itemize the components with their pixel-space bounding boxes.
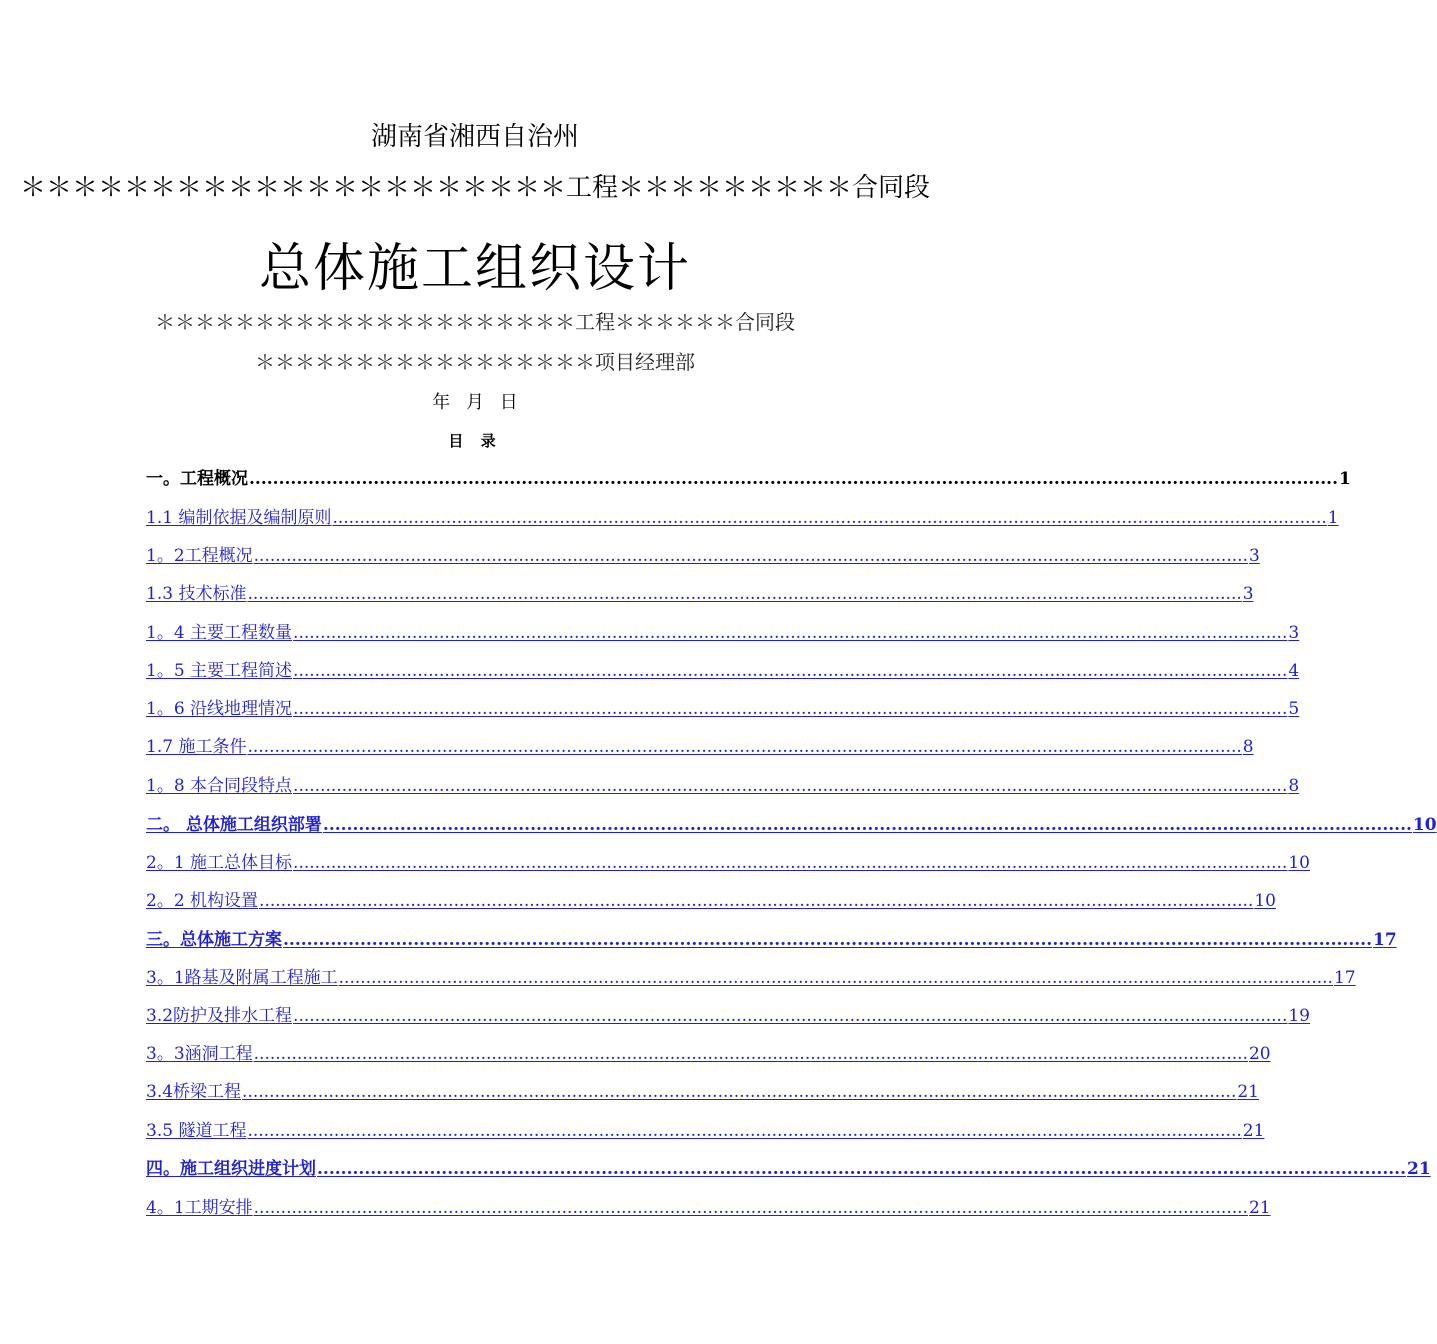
toc-item-label: 1.7 施工条件 <box>146 737 247 757</box>
date-line: 年 月 日 <box>432 392 518 413</box>
toc-item-page: 3 <box>1242 584 1254 604</box>
document-title: 总体施工组织设计 <box>258 239 691 299</box>
toc-item-page: 3 <box>1288 623 1300 643</box>
toc-leader: ........................................................................................................................................................................................ <box>293 853 1288 873</box>
toc-item[interactable] <box>146 963 1356 988</box>
toc-item-page: 10 <box>1412 815 1437 835</box>
toc-item-label: 1。5 主要工程简述 <box>146 661 293 681</box>
toc-item[interactable] <box>146 1116 1265 1141</box>
toc-item-page: 8 <box>1288 776 1300 796</box>
toc-item[interactable] <box>146 541 1260 566</box>
toc-item-page: 21 <box>1242 1121 1265 1141</box>
toc-item-page: 10 <box>1288 853 1310 873</box>
toc-item[interactable] <box>146 732 1254 757</box>
toc-item-label: 一。工程概况 <box>146 469 248 489</box>
toc-item-label: 1。4 主要工程数量 <box>146 623 293 643</box>
toc-item-page: 21 <box>1407 1159 1431 1179</box>
title-region: 湖南省湘西自治州 <box>370 122 579 152</box>
toc-leader: ........................................................................................................................................................................................ <box>249 469 1338 489</box>
toc-item-page: 4 <box>1288 661 1300 681</box>
toc-leader: ........................................................................................................................................................................................ <box>338 968 1333 988</box>
toc-item-label: 3。1路基及附属工程施工 <box>146 968 338 988</box>
toc-heading: 目 录 <box>448 432 502 450</box>
toc-item[interactable] <box>146 1039 1271 1064</box>
toc-item-label: 1。6 沿线地理情况 <box>146 699 293 719</box>
toc-item-page: 17 <box>1373 930 1397 950</box>
toc-item-page: 17 <box>1333 968 1356 988</box>
toc-item[interactable] <box>146 1154 1431 1179</box>
toc-leader: ........................................................................................................................................................................................ <box>259 891 1254 911</box>
subtitle-project: ＊＊＊＊＊＊＊＊＊＊＊＊＊＊＊＊＊＊＊＊＊工程＊＊＊＊＊＊合同段 <box>155 310 795 334</box>
title-project: ＊＊＊＊＊＊＊＊＊＊＊＊＊＊＊＊＊＊＊＊＊工程＊＊＊＊＊＊＊＊＊合同段 <box>19 173 930 203</box>
toc-item[interactable] <box>146 1077 1259 1102</box>
toc-leader: ........................................................................................................................................................................................ <box>283 930 1372 950</box>
toc-item-label: 3。3涵洞工程 <box>146 1044 253 1064</box>
toc-item[interactable] <box>146 771 1300 796</box>
toc-item-page: 19 <box>1288 1006 1310 1026</box>
toc-leader: ........................................................................................................................................................................................ <box>253 546 1248 566</box>
toc-leader: ........................................................................................................................................................................................ <box>247 1121 1242 1141</box>
toc-item[interactable] <box>146 925 1397 950</box>
toc-item-page: 21 <box>1248 1198 1271 1218</box>
toc-item[interactable] <box>146 656 1300 681</box>
toc-leader: ........................................................................................................................................................................................ <box>242 1082 1237 1102</box>
toc-item-label: 2。2 机构设置 <box>146 891 259 911</box>
toc-item-page: 1 <box>1339 469 1351 489</box>
toc-item-label: 1.3 技术标准 <box>146 584 247 604</box>
toc-item[interactable] <box>146 848 1310 873</box>
subtitle-department: ＊＊＊＊＊＊＊＊＊＊＊＊＊＊＊＊＊项目经理部 <box>255 350 695 374</box>
toc-item-label: 二。 总体施工组织部署 <box>146 815 322 835</box>
toc-item-page: 10 <box>1254 891 1276 911</box>
toc-item-label: 3.4桥梁工程 <box>146 1082 242 1102</box>
toc-item[interactable] <box>146 1001 1310 1026</box>
toc-item-label: 2。1 施工总体目标 <box>146 853 293 873</box>
toc-item-label: 3.5 隧道工程 <box>146 1121 247 1141</box>
toc-item-page: 20 <box>1248 1044 1271 1064</box>
toc-leader: ........................................................................................................................................................................................ <box>253 1198 1248 1218</box>
toc-item[interactable] <box>146 886 1276 911</box>
toc-item-page: 3 <box>1248 546 1260 566</box>
toc-leader: ........................................................................................................................................................................................ <box>293 661 1288 681</box>
toc-item-label: 3.2防护及排水工程 <box>146 1006 293 1026</box>
toc-leader: ........................................................................................................................................................................................ <box>293 776 1288 796</box>
toc-item[interactable] <box>146 1193 1271 1218</box>
toc-item[interactable] <box>146 464 1351 489</box>
toc-item[interactable] <box>146 618 1300 643</box>
toc-leader: ........................................................................................................................................................................................ <box>332 508 1327 528</box>
toc-item-label: 1.1 编制依据及编制原则 <box>146 508 332 528</box>
toc-leader: ........................................................................................................................................................................................ <box>253 1044 1248 1064</box>
toc-item[interactable] <box>146 503 1339 528</box>
toc-leader: ........................................................................................................................................................................................ <box>247 584 1242 604</box>
toc-item-page: 21 <box>1237 1082 1259 1102</box>
toc-leader: ........................................................................................................................................................................................ <box>293 623 1288 643</box>
toc-item[interactable] <box>146 810 1437 835</box>
toc-item-page: 1 <box>1327 508 1339 528</box>
toc-leader: ........................................................................................................................................................................................ <box>322 815 1412 835</box>
toc-leader: ........................................................................................................................................................................................ <box>293 1006 1288 1026</box>
toc-item-label: 四。施工组织进度计划 <box>146 1159 316 1179</box>
toc-leader: ........................................................................................................................................................................................ <box>293 699 1288 719</box>
toc-item-label: 4。1工期安排 <box>146 1198 253 1218</box>
toc-item[interactable] <box>146 579 1254 604</box>
toc-item-label: 1。2工程概况 <box>146 546 253 566</box>
toc-item-label: 1。8 本合同段特点 <box>146 776 293 796</box>
toc-item[interactable] <box>146 694 1300 719</box>
toc-leader: ........................................................................................................................................................................................ <box>247 737 1242 757</box>
toc-item-label: 三。总体施工方案 <box>146 930 282 950</box>
toc-leader: ........................................................................................................................................................................................ <box>317 1159 1406 1179</box>
toc-item-page: 8 <box>1242 737 1254 757</box>
toc-item-page: 5 <box>1288 699 1300 719</box>
